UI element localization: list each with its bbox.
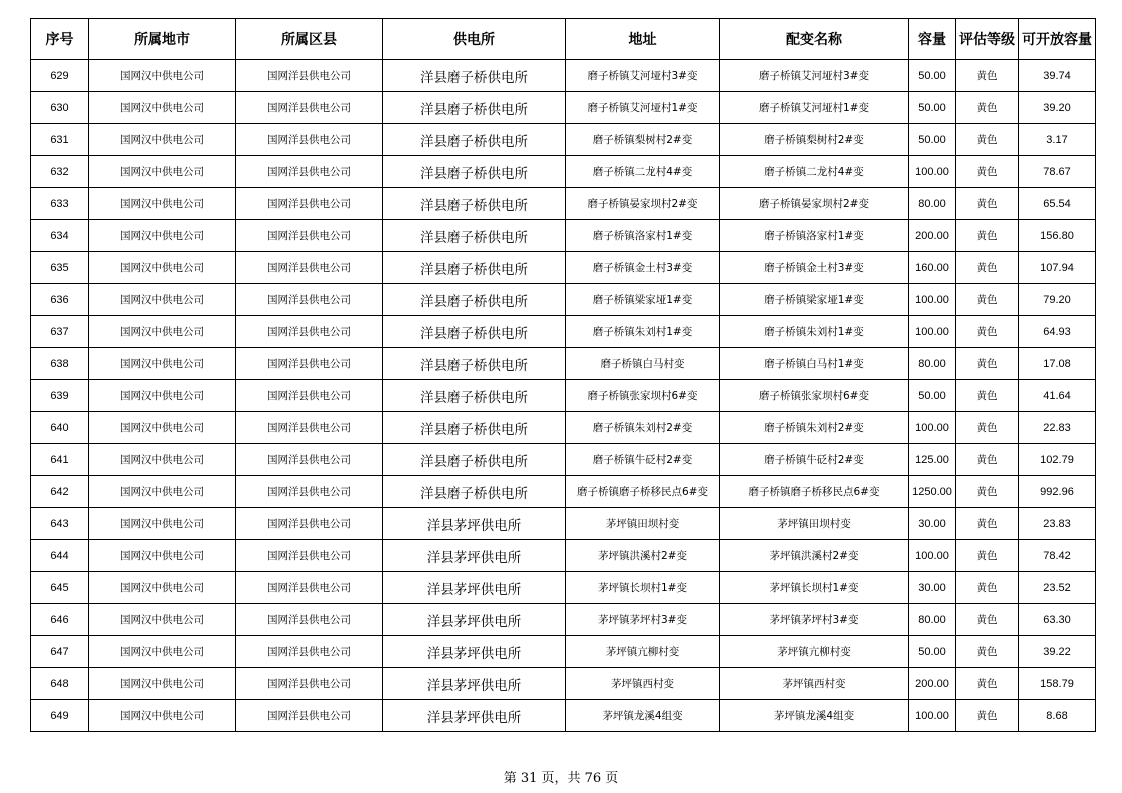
- cell-open-capacity: 78.67: [1019, 156, 1096, 188]
- cell-county: 国网洋县供电公司: [236, 60, 383, 92]
- cell-open-capacity: 23.83: [1019, 508, 1096, 540]
- cell-county: 国网洋县供电公司: [236, 92, 383, 124]
- cell-station: 洋县磨子桥供电所: [383, 316, 566, 348]
- header-row: [31, 19, 1096, 60]
- table-row: [31, 508, 1096, 540]
- cell-station: 洋县茅坪供电所: [383, 604, 566, 636]
- cell-transformer: 茅坪镇西村变: [720, 668, 909, 700]
- cell-index: 637: [31, 316, 89, 348]
- cell-grade: 黄色: [956, 508, 1019, 540]
- cell-index: 635: [31, 252, 89, 284]
- header-index: 序号: [31, 19, 89, 60]
- table-row: [31, 668, 1096, 700]
- cell-open-capacity: 78.42: [1019, 540, 1096, 572]
- cell-city: 国网汉中供电公司: [89, 124, 236, 156]
- cell-city: 国网汉中供电公司: [89, 252, 236, 284]
- cell-open-capacity: 39.20: [1019, 92, 1096, 124]
- cell-station: 洋县磨子桥供电所: [383, 92, 566, 124]
- cell-open-capacity: 102.79: [1019, 444, 1096, 476]
- cell-city: 国网汉中供电公司: [89, 316, 236, 348]
- cell-open-capacity: 156.80: [1019, 220, 1096, 252]
- cell-city: 国网汉中供电公司: [89, 668, 236, 700]
- cell-transformer: 茅坪镇田坝村变: [720, 508, 909, 540]
- cell-county: 国网洋县供电公司: [236, 508, 383, 540]
- cell-grade: 黄色: [956, 220, 1019, 252]
- cell-transformer: 茅坪镇洪溪村2#变: [720, 540, 909, 572]
- cell-transformer: 磨子桥镇金土村3#变: [720, 252, 909, 284]
- table-row: [31, 700, 1096, 732]
- cell-address: 磨子桥镇梨树村2#变: [566, 124, 720, 156]
- cell-station: 洋县茅坪供电所: [383, 572, 566, 604]
- cell-transformer: 磨子桥镇磨子桥移民点6#变: [720, 476, 909, 508]
- cell-county: 国网洋县供电公司: [236, 636, 383, 668]
- cell-open-capacity: 41.64: [1019, 380, 1096, 412]
- cell-index: 633: [31, 188, 89, 220]
- cell-transformer: 磨子桥镇梨树村2#变: [720, 124, 909, 156]
- cell-capacity: 30.00: [909, 572, 956, 604]
- cell-transformer: 磨子桥镇张家坝村6#变: [720, 380, 909, 412]
- cell-grade: 黄色: [956, 476, 1019, 508]
- cell-grade: 黄色: [956, 700, 1019, 732]
- cell-county: 国网洋县供电公司: [236, 316, 383, 348]
- table-row: [31, 156, 1096, 188]
- cell-capacity: 50.00: [909, 380, 956, 412]
- header-county: 所属区县: [236, 19, 383, 60]
- cell-transformer: 磨子桥镇朱刘村2#变: [720, 412, 909, 444]
- cell-county: 国网洋县供电公司: [236, 124, 383, 156]
- cell-county: 国网洋县供电公司: [236, 540, 383, 572]
- cell-address: 磨子桥镇晏家坝村2#变: [566, 188, 720, 220]
- header-grade: 评估等级: [956, 19, 1019, 60]
- cell-index: 639: [31, 380, 89, 412]
- cell-capacity: 80.00: [909, 604, 956, 636]
- header-address: 地址: [566, 19, 720, 60]
- table-row: [31, 92, 1096, 124]
- table-row: [31, 60, 1096, 92]
- cell-open-capacity: 8.68: [1019, 700, 1096, 732]
- cell-county: 国网洋县供电公司: [236, 252, 383, 284]
- cell-grade: 黄色: [956, 540, 1019, 572]
- cell-address: 磨子桥镇朱刘村1#变: [566, 316, 720, 348]
- cell-grade: 黄色: [956, 124, 1019, 156]
- table-row: [31, 572, 1096, 604]
- cell-open-capacity: 158.79: [1019, 668, 1096, 700]
- cell-capacity: 80.00: [909, 348, 956, 380]
- cell-county: 国网洋县供电公司: [236, 348, 383, 380]
- cell-transformer: 茅坪镇龙溪4组变: [720, 700, 909, 732]
- cell-index: 630: [31, 92, 89, 124]
- cell-transformer: 磨子桥镇梁家垭1#变: [720, 284, 909, 316]
- table-header: [31, 19, 1096, 60]
- header-capacity: 容量: [909, 19, 956, 60]
- table-row: [31, 252, 1096, 284]
- cell-transformer: 磨子桥镇洛家村1#变: [720, 220, 909, 252]
- cell-transformer: 茅坪镇长坝村1#变: [720, 572, 909, 604]
- cell-grade: 黄色: [956, 188, 1019, 220]
- cell-county: 国网洋县供电公司: [236, 220, 383, 252]
- cell-city: 国网汉中供电公司: [89, 284, 236, 316]
- cell-city: 国网汉中供电公司: [89, 380, 236, 412]
- cell-open-capacity: 22.83: [1019, 412, 1096, 444]
- cell-station: 洋县磨子桥供电所: [383, 188, 566, 220]
- header-station: 供电所: [383, 19, 566, 60]
- cell-station: 洋县磨子桥供电所: [383, 252, 566, 284]
- table-row: [31, 188, 1096, 220]
- table-row: [31, 604, 1096, 636]
- cell-capacity: 100.00: [909, 540, 956, 572]
- cell-county: 国网洋县供电公司: [236, 156, 383, 188]
- cell-transformer: 磨子桥镇牛砭村2#变: [720, 444, 909, 476]
- cell-station: 洋县茅坪供电所: [383, 508, 566, 540]
- table-row: [31, 476, 1096, 508]
- cell-station: 洋县磨子桥供电所: [383, 348, 566, 380]
- cell-station: 洋县茅坪供电所: [383, 700, 566, 732]
- cell-open-capacity: 992.96: [1019, 476, 1096, 508]
- cell-grade: 黄色: [956, 380, 1019, 412]
- cell-city: 国网汉中供电公司: [89, 604, 236, 636]
- cell-index: 629: [31, 60, 89, 92]
- cell-index: 648: [31, 668, 89, 700]
- table-row: [31, 636, 1096, 668]
- header-transformer: 配变名称: [720, 19, 909, 60]
- cell-station: 洋县茅坪供电所: [383, 540, 566, 572]
- cell-station: 洋县磨子桥供电所: [383, 156, 566, 188]
- cell-city: 国网汉中供电公司: [89, 636, 236, 668]
- cell-transformer: 磨子桥镇二龙村4#变: [720, 156, 909, 188]
- cell-station: 洋县磨子桥供电所: [383, 60, 566, 92]
- cell-capacity: 50.00: [909, 60, 956, 92]
- table-row: [31, 380, 1096, 412]
- cell-grade: 黄色: [956, 636, 1019, 668]
- cell-transformer: 磨子桥镇艾河垭村1#变: [720, 92, 909, 124]
- cell-city: 国网汉中供电公司: [89, 60, 236, 92]
- cell-capacity: 50.00: [909, 124, 956, 156]
- cell-index: 641: [31, 444, 89, 476]
- cell-county: 国网洋县供电公司: [236, 604, 383, 636]
- cell-index: 646: [31, 604, 89, 636]
- cell-grade: 黄色: [956, 444, 1019, 476]
- cell-index: 640: [31, 412, 89, 444]
- cell-city: 国网汉中供电公司: [89, 700, 236, 732]
- cell-grade: 黄色: [956, 60, 1019, 92]
- cell-open-capacity: 39.74: [1019, 60, 1096, 92]
- table-row: [31, 412, 1096, 444]
- cell-address: 磨子桥镇白马村变: [566, 348, 720, 380]
- cell-transformer: 磨子桥镇朱刘村1#变: [720, 316, 909, 348]
- cell-address: 茅坪镇龙溪4组变: [566, 700, 720, 732]
- cell-county: 国网洋县供电公司: [236, 188, 383, 220]
- cell-city: 国网汉中供电公司: [89, 444, 236, 476]
- table-row: [31, 220, 1096, 252]
- cell-station: 洋县磨子桥供电所: [383, 124, 566, 156]
- cell-grade: 黄色: [956, 156, 1019, 188]
- cell-station: 洋县磨子桥供电所: [383, 412, 566, 444]
- cell-capacity: 125.00: [909, 444, 956, 476]
- cell-capacity: 30.00: [909, 508, 956, 540]
- cell-county: 国网洋县供电公司: [236, 700, 383, 732]
- cell-index: 632: [31, 156, 89, 188]
- cell-capacity: 100.00: [909, 156, 956, 188]
- cell-station: 洋县磨子桥供电所: [383, 220, 566, 252]
- cell-capacity: 200.00: [909, 668, 956, 700]
- cell-open-capacity: 17.08: [1019, 348, 1096, 380]
- cell-address: 磨子桥镇金土村3#变: [566, 252, 720, 284]
- cell-capacity: 80.00: [909, 188, 956, 220]
- cell-address: 磨子桥镇艾河垭村1#变: [566, 92, 720, 124]
- cell-index: 631: [31, 124, 89, 156]
- cell-index: 642: [31, 476, 89, 508]
- cell-capacity: 200.00: [909, 220, 956, 252]
- cell-station: 洋县磨子桥供电所: [383, 380, 566, 412]
- cell-capacity: 50.00: [909, 636, 956, 668]
- cell-grade: 黄色: [956, 668, 1019, 700]
- cell-address: 磨子桥镇牛砭村2#变: [566, 444, 720, 476]
- header-city: 所属地市: [89, 19, 236, 60]
- cell-index: 643: [31, 508, 89, 540]
- cell-index: 636: [31, 284, 89, 316]
- cell-address: 茅坪镇茅坪村3#变: [566, 604, 720, 636]
- cell-county: 国网洋县供电公司: [236, 284, 383, 316]
- cell-address: 磨子桥镇张家坝村6#变: [566, 380, 720, 412]
- cell-station: 洋县茅坪供电所: [383, 668, 566, 700]
- cell-capacity: 100.00: [909, 316, 956, 348]
- cell-station: 洋县磨子桥供电所: [383, 284, 566, 316]
- cell-address: 茅坪镇洪溪村2#变: [566, 540, 720, 572]
- cell-index: 634: [31, 220, 89, 252]
- cell-open-capacity: 3.17: [1019, 124, 1096, 156]
- cell-index: 638: [31, 348, 89, 380]
- cell-transformer: 茅坪镇茅坪村3#变: [720, 604, 909, 636]
- cell-index: 645: [31, 572, 89, 604]
- cell-city: 国网汉中供电公司: [89, 572, 236, 604]
- cell-transformer: 磨子桥镇晏家坝村2#变: [720, 188, 909, 220]
- cell-address: 磨子桥镇二龙村4#变: [566, 156, 720, 188]
- cell-city: 国网汉中供电公司: [89, 476, 236, 508]
- header-open-capacity: 可开放容量: [1019, 19, 1096, 60]
- page-footer: 第 31 页，共 76 页: [503, 771, 619, 786]
- cell-grade: 黄色: [956, 348, 1019, 380]
- cell-capacity: 1250.00: [909, 476, 956, 508]
- cell-county: 国网洋县供电公司: [236, 412, 383, 444]
- cell-address: 茅坪镇西村变: [566, 668, 720, 700]
- cell-county: 国网洋县供电公司: [236, 380, 383, 412]
- cell-county: 国网洋县供电公司: [236, 668, 383, 700]
- cell-address: 茅坪镇长坝村1#变: [566, 572, 720, 604]
- cell-grade: 黄色: [956, 252, 1019, 284]
- cell-capacity: 50.00: [909, 92, 956, 124]
- cell-grade: 黄色: [956, 572, 1019, 604]
- cell-open-capacity: 65.54: [1019, 188, 1096, 220]
- capacity-table: [30, 18, 1096, 732]
- cell-grade: 黄色: [956, 412, 1019, 444]
- table-row: [31, 348, 1096, 380]
- cell-city: 国网汉中供电公司: [89, 188, 236, 220]
- cell-county: 国网洋县供电公司: [236, 444, 383, 476]
- cell-address: 茅坪镇亢柳村变: [566, 636, 720, 668]
- cell-capacity: 100.00: [909, 284, 956, 316]
- cell-capacity: 160.00: [909, 252, 956, 284]
- table-row: [31, 284, 1096, 316]
- cell-station: 洋县磨子桥供电所: [383, 444, 566, 476]
- cell-open-capacity: 63.30: [1019, 604, 1096, 636]
- cell-address: 茅坪镇田坝村变: [566, 508, 720, 540]
- cell-transformer: 磨子桥镇白马村1#变: [720, 348, 909, 380]
- cell-city: 国网汉中供电公司: [89, 156, 236, 188]
- cell-city: 国网汉中供电公司: [89, 508, 236, 540]
- table-body: [31, 60, 1096, 732]
- cell-address: 磨子桥镇磨子桥移民点6#变: [566, 476, 720, 508]
- cell-open-capacity: 23.52: [1019, 572, 1096, 604]
- cell-index: 649: [31, 700, 89, 732]
- cell-station: 洋县磨子桥供电所: [383, 476, 566, 508]
- table-row: [31, 540, 1096, 572]
- cell-station: 洋县茅坪供电所: [383, 636, 566, 668]
- cell-county: 国网洋县供电公司: [236, 476, 383, 508]
- cell-grade: 黄色: [956, 604, 1019, 636]
- cell-transformer: 茅坪镇亢柳村变: [720, 636, 909, 668]
- cell-capacity: 100.00: [909, 412, 956, 444]
- table-row: [31, 444, 1096, 476]
- cell-index: 644: [31, 540, 89, 572]
- cell-index: 647: [31, 636, 89, 668]
- cell-open-capacity: 107.94: [1019, 252, 1096, 284]
- cell-capacity: 100.00: [909, 700, 956, 732]
- cell-open-capacity: 39.22: [1019, 636, 1096, 668]
- cell-open-capacity: 79.20: [1019, 284, 1096, 316]
- cell-city: 国网汉中供电公司: [89, 540, 236, 572]
- cell-grade: 黄色: [956, 284, 1019, 316]
- cell-city: 国网汉中供电公司: [89, 412, 236, 444]
- table-row: [31, 124, 1096, 156]
- cell-open-capacity: 64.93: [1019, 316, 1096, 348]
- cell-address: 磨子桥镇朱刘村2#变: [566, 412, 720, 444]
- cell-city: 国网汉中供电公司: [89, 220, 236, 252]
- cell-city: 国网汉中供电公司: [89, 348, 236, 380]
- cell-address: 磨子桥镇洛家村1#变: [566, 220, 720, 252]
- cell-address: 磨子桥镇梁家垭1#变: [566, 284, 720, 316]
- cell-grade: 黄色: [956, 92, 1019, 124]
- cell-transformer: 磨子桥镇艾河垭村3#变: [720, 60, 909, 92]
- table-row: [31, 316, 1096, 348]
- cell-county: 国网洋县供电公司: [236, 572, 383, 604]
- cell-grade: 黄色: [956, 316, 1019, 348]
- cell-city: 国网汉中供电公司: [89, 92, 236, 124]
- cell-address: 磨子桥镇艾河垭村3#变: [566, 60, 720, 92]
